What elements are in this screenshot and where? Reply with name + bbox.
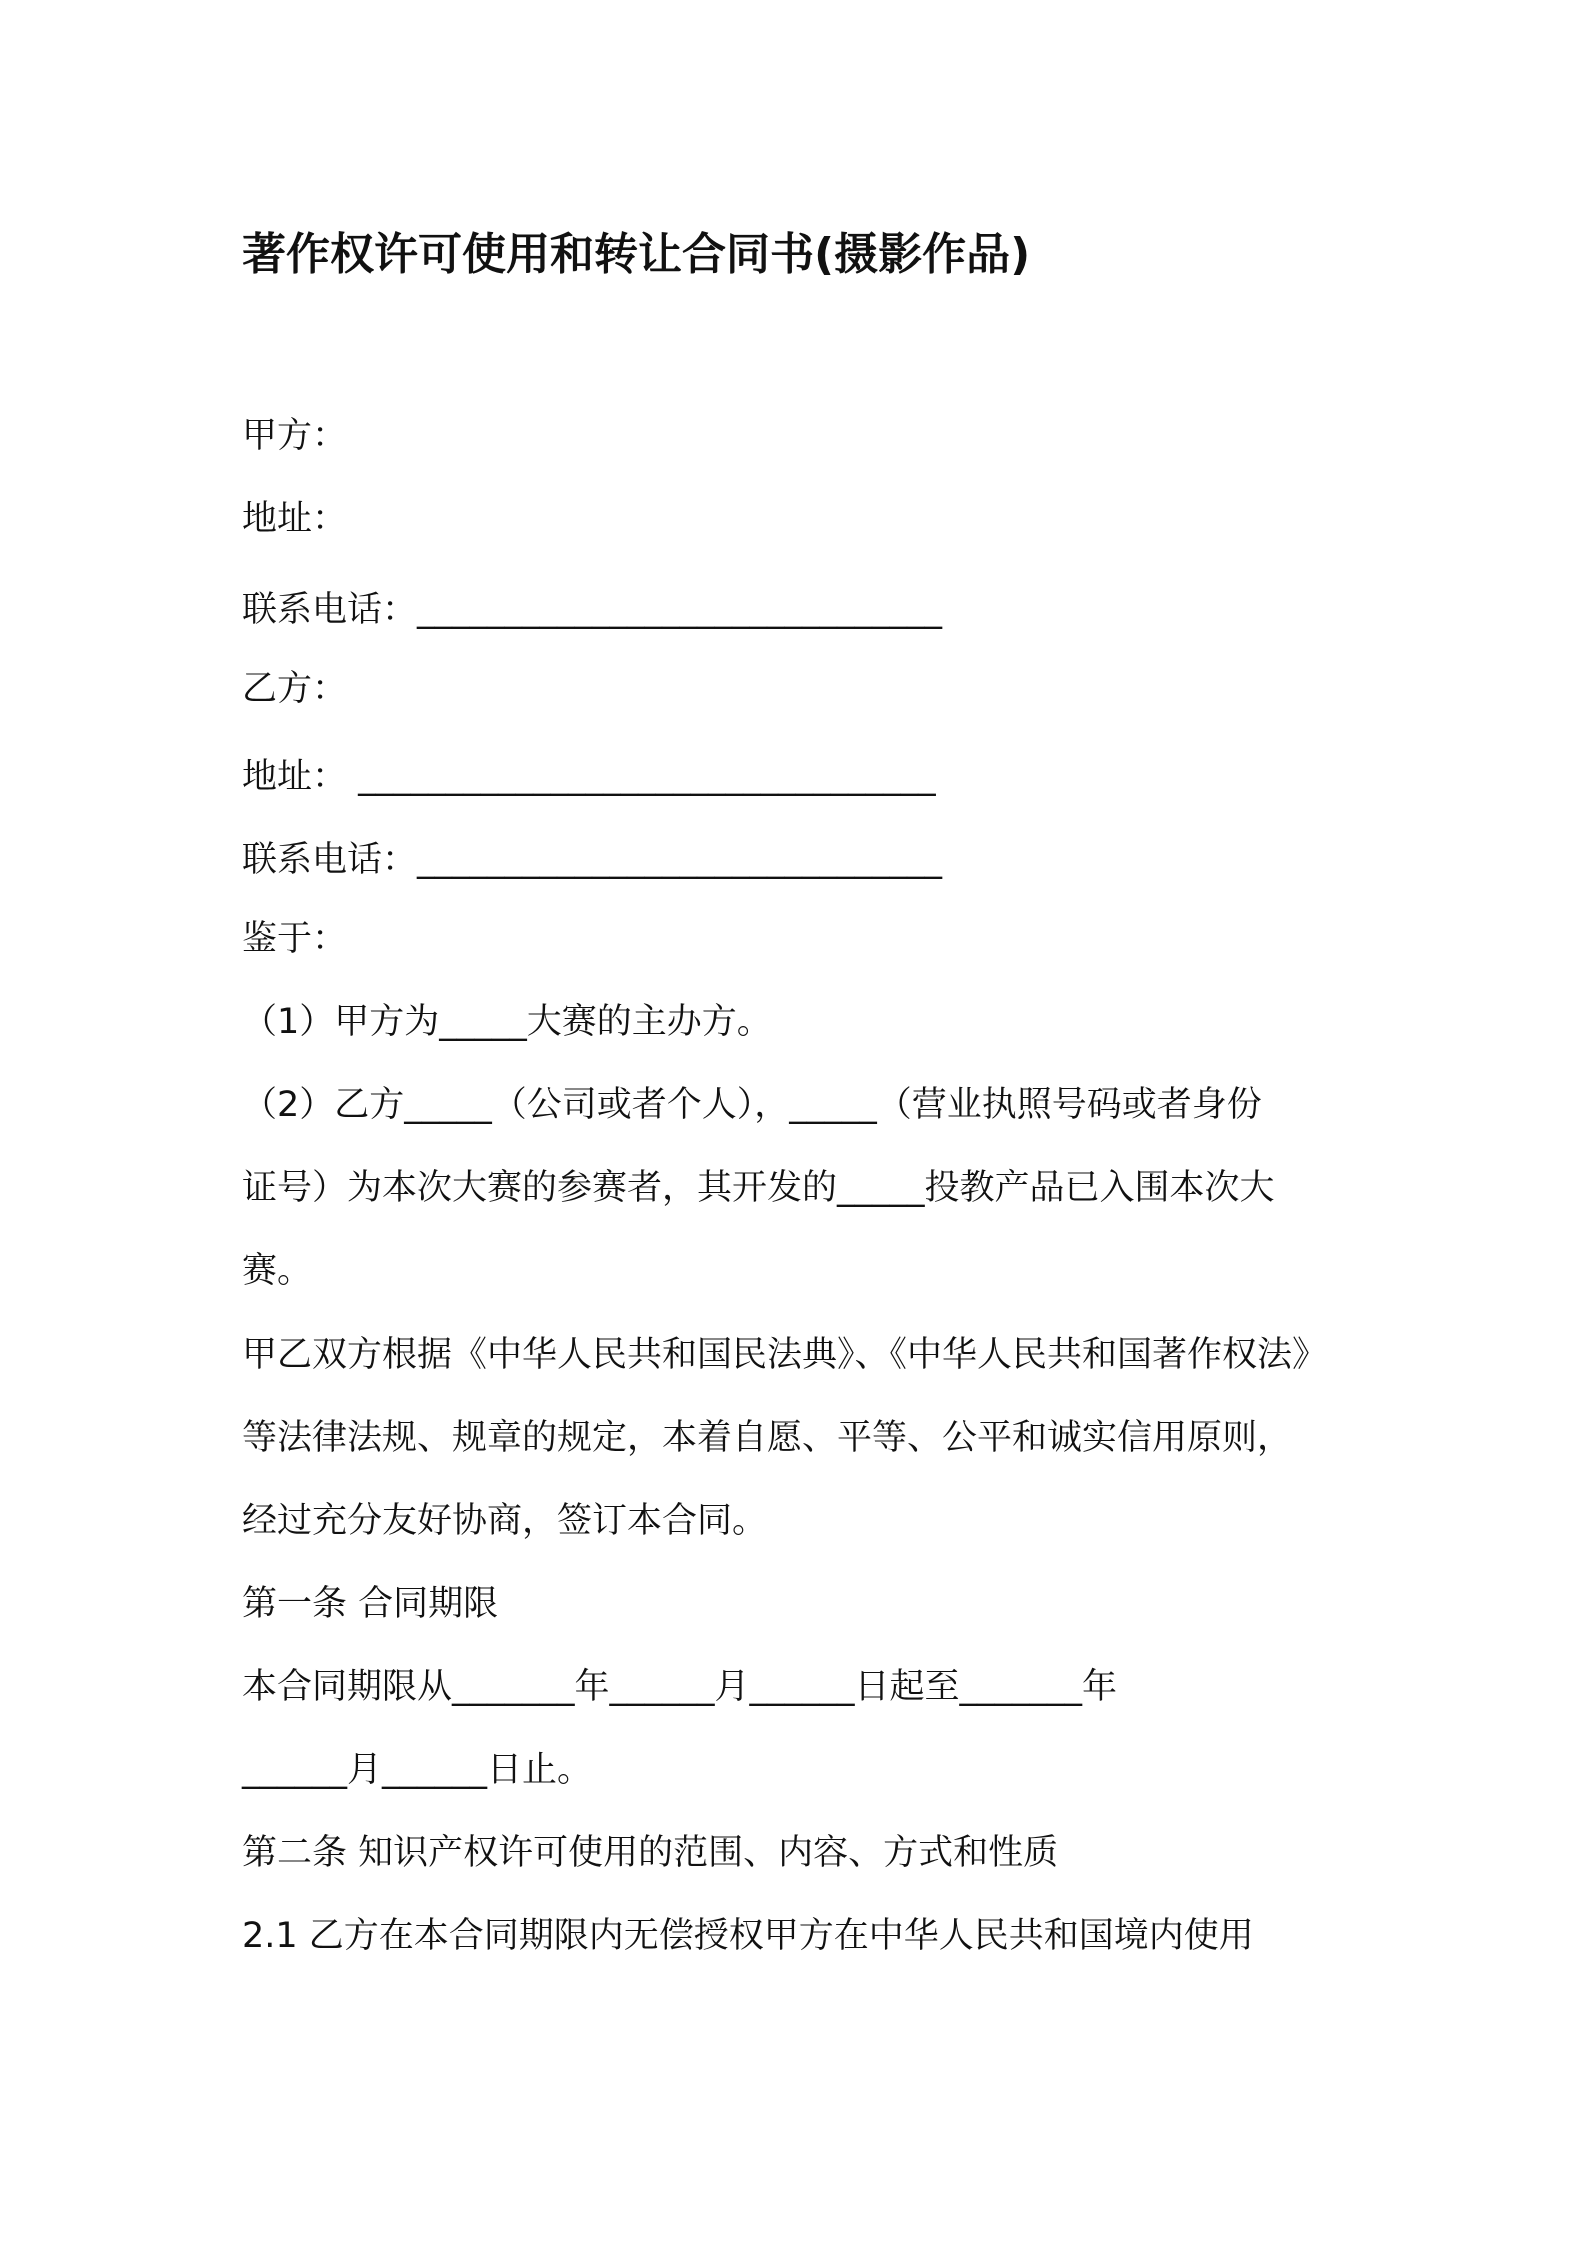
- whereas-clause-2-line-1: （2）乙方_____（公司或者个人），_____（营业执照号码或者身份: [242, 1085, 1262, 1125]
- article-2-heading: 第二条 知识产权许可使用的范围、内容、方式和性质: [242, 1833, 1059, 1873]
- whereas-clause-1: （1）甲方为_____大赛的主办方。: [242, 1002, 772, 1042]
- whereas-clause-2-line-2: 证号）为本次大赛的参赛者，其开发的_____投教产品已入围本次大: [242, 1168, 1275, 1208]
- article-1-heading: 第一条 合同期限: [242, 1584, 499, 1624]
- whereas-label: 鉴于：: [242, 919, 348, 959]
- party-a-phone: 联系电话：______________________________: [242, 590, 943, 630]
- party-b-phone: 联系电话：______________________________: [242, 840, 943, 880]
- party-b-address: 地址： _________________________________: [242, 757, 936, 797]
- party-a-label: 甲方：: [242, 416, 348, 456]
- article-1-period-line-2: ______月______日止。: [242, 1750, 593, 1790]
- article-1-period-line-1: 本合同期限从_______年______月______日起至_______年: [242, 1667, 1118, 1707]
- party-a-address: 地址：: [242, 499, 348, 539]
- legal-basis-line-3: 经过充分友好协商，签订本合同。: [242, 1501, 768, 1541]
- article-2-1-text: 2.1 乙方在本合同期限内无偿授权甲方在中华人民共和国境内使用: [242, 1916, 1254, 1956]
- document-title: 著作权许可使用和转让合同书(摄影作品): [242, 229, 1031, 280]
- legal-basis-line-2: 等法律法规、规章的规定，本着自愿、平等、公平和诚实信用原则，: [242, 1418, 1293, 1458]
- party-b-label: 乙方：: [242, 669, 348, 709]
- whereas-clause-2-line-3: 赛。: [242, 1251, 313, 1291]
- legal-basis-line-1: 甲乙双方根据《中华人民共和国民法典》、《中华人民共和国著作权法》: [242, 1335, 1328, 1375]
